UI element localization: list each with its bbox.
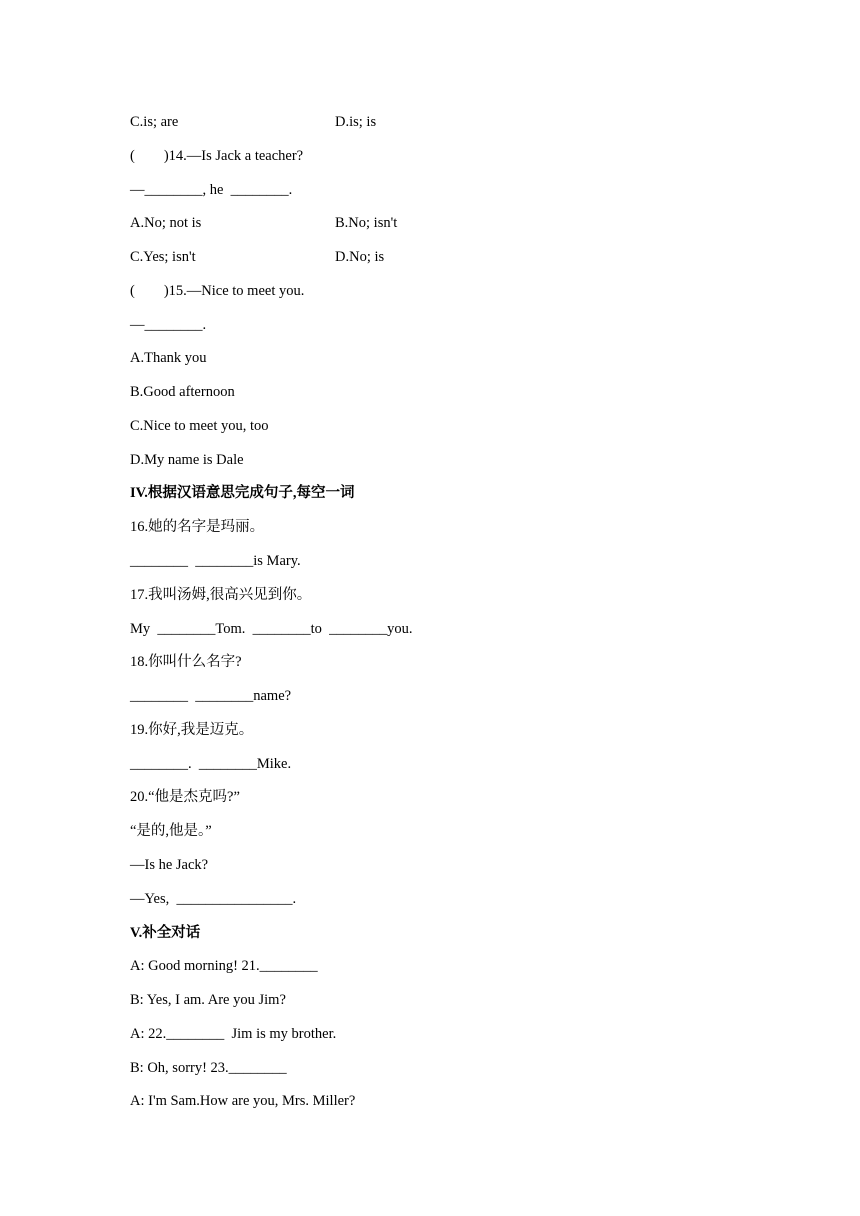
option-c: C.Nice to meet you, too — [130, 418, 269, 434]
option-d: D.My name is Dale — [130, 452, 244, 468]
section-heading-iv: IV.根据汉语意思完成句子,每空一词 — [130, 485, 355, 501]
answer-blank-line: —Yes, ________________. — [130, 891, 297, 907]
answer-blank-line: —________. — [130, 317, 207, 333]
answer-blank-line: ________. ________Mike. — [130, 756, 292, 772]
question-16: 16.她的名字是玛丽。 — [130, 519, 265, 535]
question-20-reply: “是的,他是。” — [130, 823, 212, 839]
option-c: C.is; are — [130, 114, 179, 130]
question-17: 17.我叫汤姆,很高兴见到你。 — [130, 587, 312, 603]
option-b: B.Good afternoon — [130, 384, 235, 400]
option-line — [130, 246, 385, 268]
dialogue-line: A: Good morning! 21.________ — [130, 958, 318, 974]
question-20: 20.“他是杰克吗?” — [130, 789, 240, 805]
option-d: D.is; is — [335, 114, 377, 130]
question-19: 19.你好,我是迈克。 — [130, 722, 254, 738]
option-a: A.Thank you — [130, 350, 207, 366]
question-18: 18.你叫什么名字? — [130, 654, 242, 670]
option-line — [130, 111, 377, 133]
question-15: ( )15.—Nice to meet you. — [130, 283, 305, 299]
option-line — [130, 212, 398, 234]
section-heading-v: V.补全对话 — [130, 925, 201, 941]
answer-blank-line: —________, he ________. — [130, 182, 293, 198]
answer-blank-line: ________ ________name? — [130, 688, 292, 704]
dialogue-line: A: I'm Sam.How are you, Mrs. Miller? — [130, 1093, 356, 1109]
answer-blank-line: My ________Tom. ________to ________you. — [130, 621, 413, 637]
question-14: ( )14.—Is Jack a teacher? — [130, 148, 304, 164]
dialogue-line: B: Oh, sorry! 23.________ — [130, 1060, 287, 1076]
option-a: A.No; not is — [130, 215, 202, 231]
answer-blank-line: ________ ________is Mary. — [130, 553, 301, 569]
dialogue-line: —Is he Jack? — [130, 857, 209, 873]
option-d: D.No; is — [335, 249, 385, 265]
dialogue-line: A: 22.________ Jim is my brother. — [130, 1026, 337, 1042]
dialogue-line: B: Yes, I am. Are you Jim? — [130, 992, 286, 1008]
option-b: B.No; isn't — [335, 215, 398, 231]
option-c: C.Yes; isn't — [130, 249, 196, 265]
